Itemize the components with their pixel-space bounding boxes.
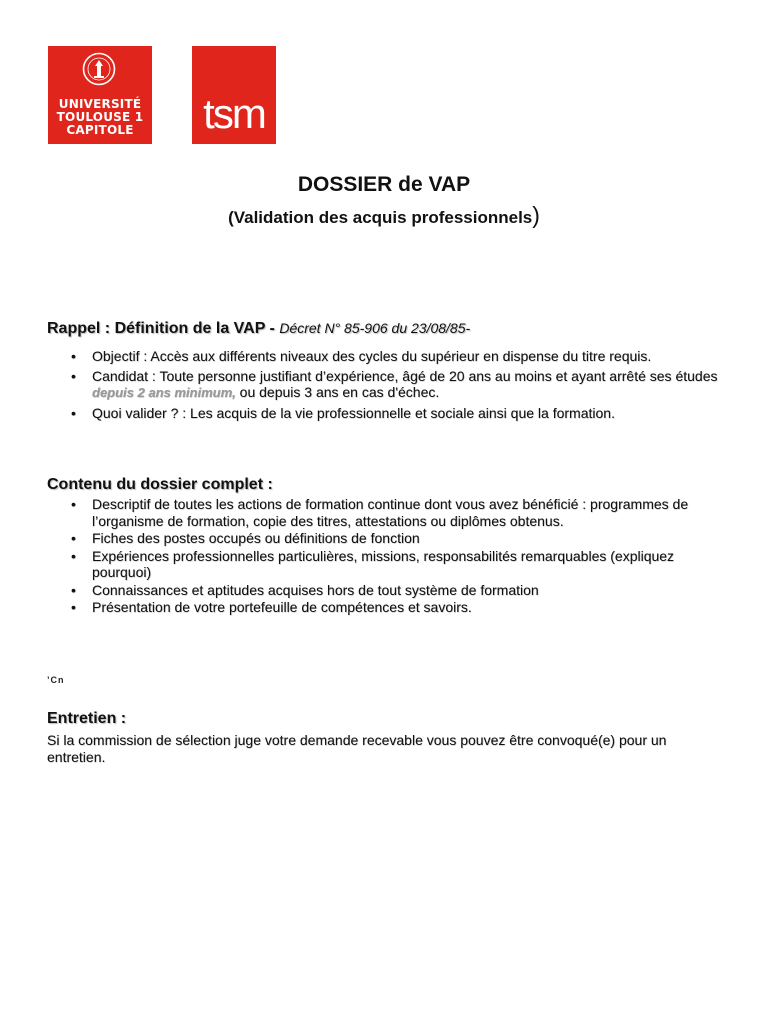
entretien-heading: Entretien : <box>47 710 127 727</box>
candidat-text-end: ou depuis 3 ans en cas d'échec. <box>235 384 440 400</box>
university-line-2: TOULOUSE 1 <box>56 110 144 124</box>
university-seal-icon <box>82 52 116 86</box>
rappel-heading-text: Rappel : Définition de la VAP - <box>47 320 280 337</box>
contenu-list <box>47 496 728 616</box>
list-item: • Présentation de votre portefeuille de compétences et savoirs. <box>47 599 728 616</box>
list-item <box>47 368 728 402</box>
university-line-3: CAPITOLE <box>66 123 134 137</box>
list-item: • Connaissances et aptitudes acquises hors de tout système de formation <box>47 582 728 599</box>
university-line-1: UNIVERSITÉ <box>58 97 142 111</box>
entretien-section <box>47 710 728 766</box>
list-item: • Fiches des postes occupés ou définitions de fonction <box>47 530 728 547</box>
rappel-heading <box>47 320 728 338</box>
decret-reference: Décret N° 85-906 du 23/08/85- <box>279 320 471 336</box>
subtitle-text: (Validation des acquis professionnels <box>228 208 533 227</box>
contenu-section <box>47 476 728 616</box>
list-item: • Descriptif de toutes les actions de formation continue dont vous avez bénéficié : programmes de l’organisme de formation, copie des titres, attestations ou diplômes obtenus. <box>47 496 728 529</box>
tsm-logo-text: tsm <box>203 90 265 137</box>
list-item: • Expériences professionnelles particulières, missions, responsabilités remarquables (expliquez pourquoi) <box>47 548 728 581</box>
rappel-list <box>47 348 728 421</box>
stray-mark: ’Cn <box>47 675 65 685</box>
candidat-text: Candidat : Toute personne justifiant d’expérience, âgé de 20 ans au moins et ayant arrêté ses études <box>92 367 718 384</box>
university-name <box>48 98 152 137</box>
subtitle-close-paren: ) <box>532 202 540 228</box>
university-toulouse-logo <box>48 46 152 144</box>
contenu-heading: Contenu du dossier complet : <box>47 476 273 493</box>
rappel-section <box>47 320 728 421</box>
candidat-highlight: depuis 2 ans minimum, <box>92 385 236 400</box>
list-item: • Objectif : Accès aux différents niveaux des cycles du supérieur en dispense du titre requis. <box>47 348 728 365</box>
entretien-text: Si la commission de sélection juge votre demande recevable vous pouvez être convoqué(e) pour un entretien. <box>47 732 667 765</box>
document-subtitle <box>0 202 768 229</box>
document-title: DOSSIER de VAP <box>297 173 471 196</box>
tsm-logo <box>192 46 276 144</box>
list-item: • Quoi valider ? : Les acquis de la vie professionnelle et sociale ainsi que la formation. <box>47 405 728 422</box>
